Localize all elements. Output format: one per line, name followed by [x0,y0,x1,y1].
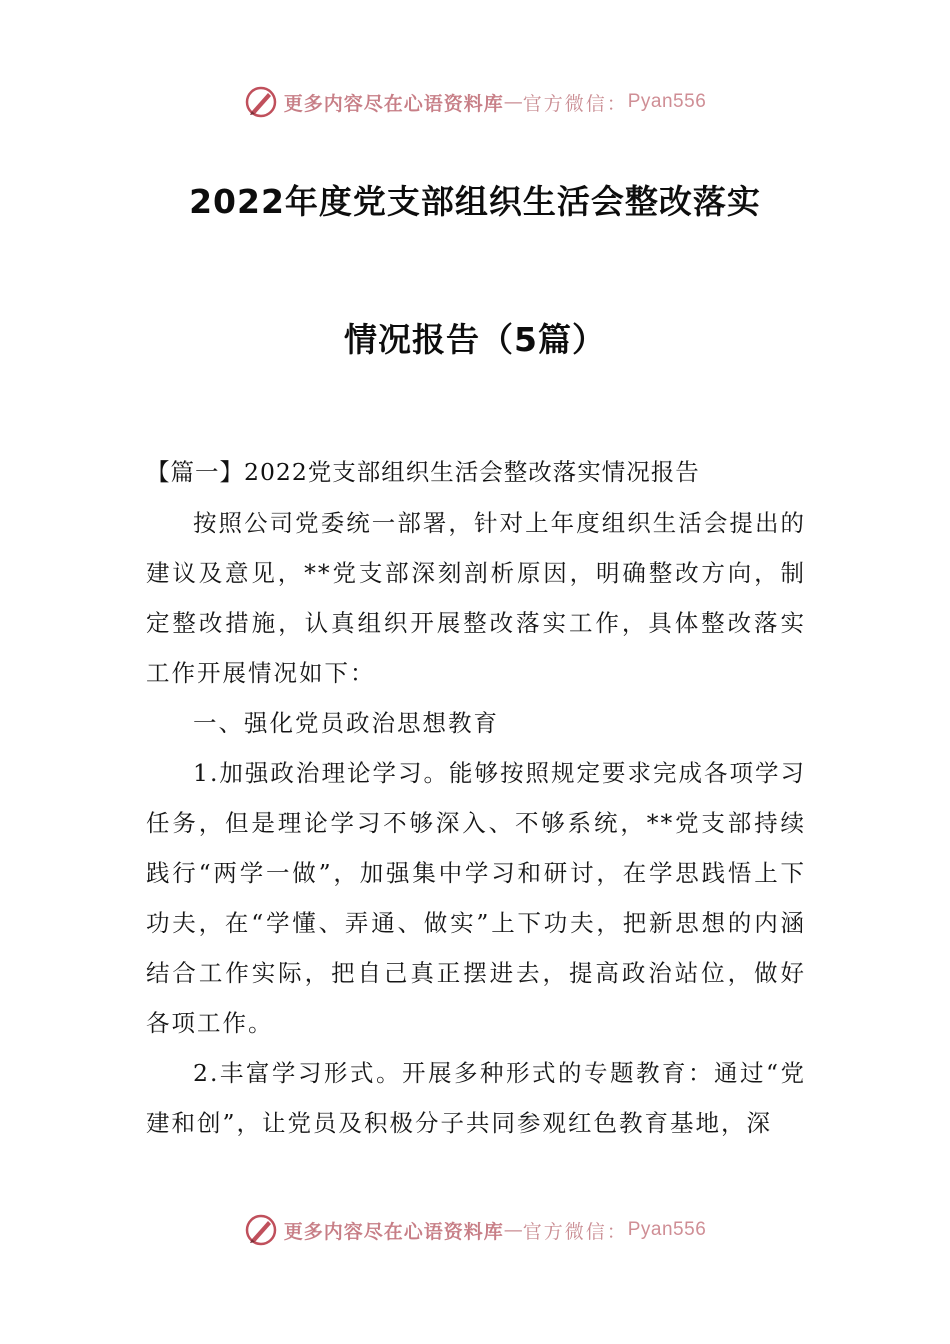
body-paragraph [146,748,806,1048]
banner-wechat-id: Pyan556 [627,1219,707,1240]
section-heading-text: 一、强化党员政治思想教育 [193,709,499,737]
pen-logo-icon [244,1213,278,1247]
body-paragraph [146,498,806,698]
banner-wechat-id: Pyan556 [627,91,707,112]
banner-brand-text: 更多内容尽在心语资料库 [283,92,504,115]
banner-separator: — [503,1219,523,1241]
banner-separator: — [503,91,523,113]
banner-wechat-label: 官方微信： [522,1220,628,1243]
document-title-line-1: 2022年度党支部组织生活会整改落实 [189,182,761,221]
banner-brand-text: 更多内容尽在心语资料库 [283,1220,504,1243]
chapter-heading: 【篇一】2022党支部组织生活会整改落实情况报告 [146,458,700,486]
paragraph-intro: 按照公司党委统一部署，针对上年度组织生活会提出的建议及意见，**党支部深刻剖析原因，明确整改方向，制定整改措施，认真组织开展整改落实工作，具体整改落实工作开展情况如下： [146,509,806,687]
paragraph-item-2: 2.丰富学习形式。开展多种形式的专题教育：通过“党建和创”，让党员及积极分子共同参观红色教育基地，深 [146,1059,806,1137]
pen-logo-icon [244,85,278,119]
footer-watermark-banner [0,1210,950,1250]
header-watermark-banner [0,82,950,122]
banner-wechat-label: 官方微信： [522,92,628,115]
body-paragraph [146,1048,806,1148]
document-title-line-2: 情况报告（5篇） [344,320,606,359]
paragraph-item-1: 1.加强政治理论学习。能够按照规定要求完成各项学习任务，但是理论学习不够深入、不够系统，**党支部持续践行“两学一做”，加强集中学习和研讨，在学思践悟上下功夫，在“学懂、弄通、做实”上下功夫，把新思想的内涵结合工作实际，把自己真正摆进去，提高政治站位，做好各项工作。 [146,759,806,1037]
section-heading [146,698,806,748]
